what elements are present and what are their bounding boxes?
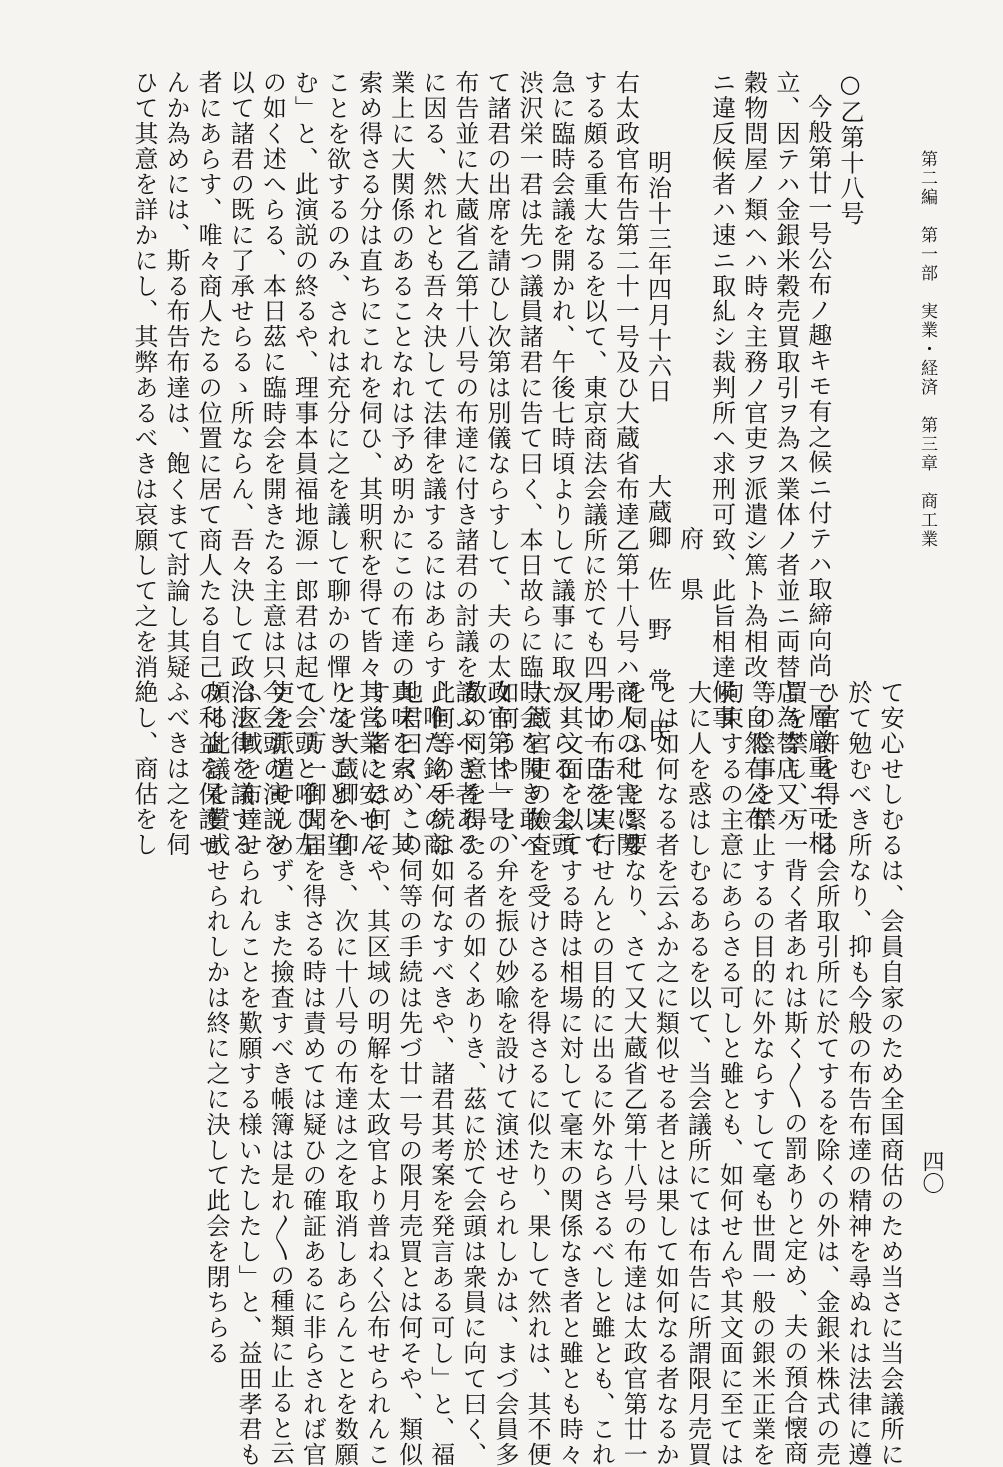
- body-line: 右太政官布告第二十一号及ひ大蔵省布達乙第十八号ハ商人の利害に関: [611, 70, 640, 858]
- body-line: 号の布告を実行せんとの目的に出るに外ならさるべしと雖とも、これ: [587, 680, 616, 1467]
- body-line: 大蔵官吏の撿査を受けさるを得さるに似たり、果して然れは、其不便: [522, 680, 551, 1467]
- decree-date: 明治十三年四月十六日: [643, 150, 672, 404]
- body-line: 渋沢栄一君は先つ議員諸君に告て曰く、本日故らに臨時会を開き敢へ: [515, 70, 544, 858]
- body-line: 者にあらす、唯々商人たるの位置に居て商人たる自己の利益を保護せ: [194, 70, 223, 858]
- lower-text-block: [200, 680, 906, 1467]
- body-line: とは如何なる者を云ふか之に類似せる者とは果して如何なる者なるか: [651, 680, 680, 1467]
- body-line: し、万一御聞届を得さる時は責めては疑ひの確証あるに非らされば官: [298, 680, 327, 1467]
- page-number: 四〇: [919, 1150, 944, 1194]
- decree-line: ニ違反候者ハ速ニ取糺シ裁判所ヘ求刑可致、此旨相達候事: [707, 70, 736, 731]
- decree-line: 穀物問屋ノ類ヘハ時々主務ノ官吏ヲ派遣シ篤ト為相改、自然右公布: [739, 70, 768, 832]
- body-line: の如く述へらる、本日茲に臨時会を開きたる主意は只今会頭の演説を: [258, 70, 287, 858]
- body-line: ひて其意を詳かにし、其弊あるべきは哀願して之を消絶し、商估をし: [129, 70, 158, 858]
- body-line: 業上に大関係のあることなれは予め明かにこの布達の真味を索め、其: [386, 70, 415, 858]
- decree-addressee: 府 県: [675, 526, 704, 603]
- body-line: 如何うや」と、弁を振ひ妙喩を設けて演述せられしかは、まづ会員多: [490, 680, 519, 1467]
- body-line: 等の陰事を禁止するの目的に外ならすして毫も世間一般の銀米正業を: [747, 680, 776, 1467]
- body-line: に因る、然れとも吾々決して法律を議するにはあらす、唯た銘々の商: [418, 70, 447, 858]
- body-line: 大に人を惑はしむるあるを以て、当会議所にては布告に所謂限月売買: [683, 680, 712, 1467]
- body-line: する者とは何そや、其区域の明解を太政官より普ねく公布せられんこ: [362, 680, 391, 1467]
- body-line: 急に臨時会議を開かれ、午後七時頃よりして議事に取かゝらる、会頭: [547, 70, 576, 858]
- body-line: 此何等の手続は如何なすべきや、諸君其考案を発言ある可し」と、福: [426, 680, 455, 1467]
- body-line: 買を禁し、万一背く者あれは斯く〳〵の罰ありと定め、夫の預合懐商: [779, 680, 808, 1466]
- section-heading: ○乙第十八号: [836, 70, 864, 227]
- decree-signature-line: [641, 70, 673, 745]
- body-line: ことを欲するのみ、されは充分に之を議して聊かの憚りなきことを望: [322, 70, 351, 858]
- body-line: する頗る重大なるを以て、東京商法会議所に於ても四月廿一日を以て: [579, 70, 608, 858]
- body-line: 拘束するの主意にあらさる可しと雖とも、如何せんや其文面に至ては: [715, 680, 744, 1467]
- decree-addressee-line: [673, 70, 705, 670]
- decree-line: 今般第廿一号公布ノ趣キモ有之候ニ付テハ取締向尚一層厳重ニ可相: [803, 94, 832, 856]
- decree-signer-title: 大蔵卿: [643, 474, 672, 551]
- body-line: む」と、此演説の終るや、理事本員福地源一郎君は起て会頭と呼ひ左: [290, 70, 319, 858]
- body-line: 頗る此議を賛成せられしかは終に之に決して此会を閉ちらる: [202, 680, 231, 1366]
- decree-line: 立、因テハ金銀米穀売買取引ヲ為ス業体ノ者並ニ両替店為替店又ハ: [771, 70, 800, 832]
- body-line: 於て勉むべき所なり、抑も今般の布告布達の精神を尋ぬれは法律に遵: [843, 680, 872, 1467]
- body-line: ひ官許を得たる会所取引所に於てするを除くの外は、金銀米株式の売: [811, 680, 840, 1467]
- body-line: とを大蔵卿へ仰き、次に十八号の布達は之を取消しあらんことを数願: [330, 680, 359, 1467]
- body-line: 又其文面を以てする時は相場に対して毫末の関係なき者と雖とも時々: [555, 680, 584, 1467]
- body-line: 地君曰く、この伺等の手続は先づ廿一号の限月売買とは何そや、類似: [394, 680, 423, 1467]
- body-line: て諸君の出席を請ひし次第は別儀ならすして、夫の太政官第廿一号の: [482, 70, 511, 858]
- body-line: 布告並に大蔵省乙第十八号の布達に付き諸君の討議を請ふべき者ある: [450, 70, 479, 858]
- body-line: ふ区域を布達せられんことを歎願する様いたしたし」と、益田孝君も: [234, 680, 263, 1467]
- body-line: て安心せしむるは、会員自家のため全国商估のため当さに当会議所に: [876, 680, 904, 1467]
- body-line: 索め得さる分は直ちにこれを伺ひ、其明釈を得て皆々其営業に安せん: [354, 70, 383, 858]
- body-line: を伺ふこと緊要なり、さて又大蔵省乙第十八号の布達は太政官第廿一: [619, 680, 648, 1467]
- body-line: 吏を派遣せしめず、また撿査すべき帳簿は是れ〳〵の種類に止ると云: [266, 680, 295, 1466]
- body-line: 数の同意を得たる者の如くありき、茲に於て会頭は衆員に向て曰く、: [458, 680, 487, 1467]
- running-head: 第二編 第一部 実業・経済 第三章 商工業: [917, 150, 937, 549]
- body-line: んか為めには、斯る布告布達は、飽くまて討論し其疑ふべきは之を伺: [162, 70, 191, 858]
- body-line: 以て諸君の既に了承せらるゝ所ならん、吾々決して政治法律を議する: [226, 70, 255, 858]
- upper-text-block: [128, 70, 866, 858]
- decree-signer-name: 佐 野 常 民: [643, 566, 672, 745]
